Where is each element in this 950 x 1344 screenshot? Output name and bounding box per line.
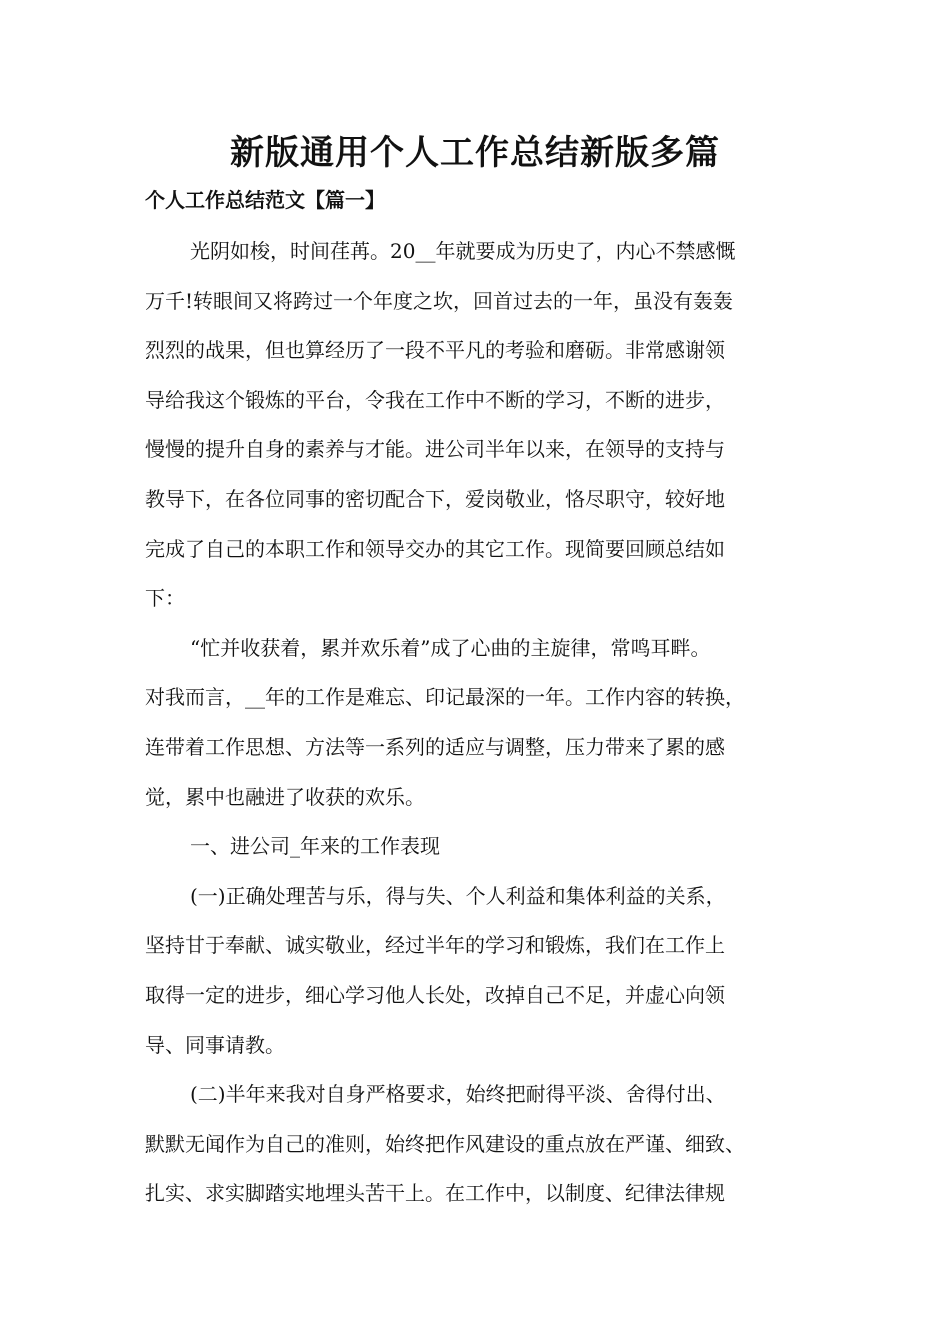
- paragraph-line: 万千!转眼间又将跨过一个年度之坎，回首过去的一年，虽没有轰轰: [145, 288, 734, 313]
- subheading-line: 一、进公司_年来的工作表现: [190, 834, 440, 859]
- document-title: 新版通用个人工作总结新版多篇: [230, 133, 720, 173]
- section-heading: 个人工作总结范文【篇一】: [145, 188, 385, 212]
- paragraph-line: 教导下，在各位同事的密切配合下，爱岗敬业，恪尽职守，较好地: [145, 486, 725, 511]
- paragraph-line: 连带着工作思想、方法等一系列的适应与调整，压力带来了累的感: [145, 734, 725, 759]
- paragraph-line: 默默无闻作为自己的准则，始终把作风建设的重点放在严谨、细致、: [145, 1131, 745, 1156]
- paragraph-line: 光阴如梭，时间荏苒。20__年就要成为历史了，内心不禁感慨: [190, 239, 736, 263]
- paragraph-line: 完成了自己的本职工作和领导交办的其它工作。现简要回顾总结如: [145, 536, 725, 561]
- paragraph-line: 下：: [145, 586, 185, 611]
- paragraph-line: 对我而言，__年的工作是难忘、印记最深的一年。工作内容的转换，: [145, 685, 745, 710]
- paragraph-line: 扎实、求实脚踏实地埋头苦干上。在工作中，以制度、纪律法律规: [145, 1181, 725, 1206]
- paragraph-line: 坚持甘于奉献、诚实敬业，经过半年的学习和锻炼，我们在工作上: [145, 933, 725, 958]
- paragraph-line: 慢慢的提升自身的素养与才能。进公司半年以来，在领导的支持与: [145, 437, 725, 462]
- document-body: [145, 232, 825, 1224]
- paragraph-line: (一)正确处理苦与乐，得与失、个人利益和集体利益的关系，: [190, 883, 726, 908]
- paragraph-line: “忙并收获着，累并欢乐着”成了心曲的主旋律，常鸣耳畔。: [190, 635, 711, 660]
- paragraph-line: (二)半年来我对自身严格要求，始终把耐得平淡、舍得付出、: [190, 1082, 726, 1107]
- paragraph-line: 取得一定的进步，细心学习他人长处，改掉自己不足，并虚心向领: [145, 982, 725, 1007]
- paragraph-line: 觉，累中也融进了收获的欢乐。: [145, 784, 425, 809]
- paragraph-line: 烈烈的战果，但也算经历了一段不平凡的考验和磨砺。非常感谢领: [145, 338, 725, 363]
- paragraph-line: 导、同事请教。: [145, 1032, 285, 1057]
- paragraph-line: 导给我这个锻炼的平台，令我在工作中不断的学习，不断的进步，: [145, 387, 725, 412]
